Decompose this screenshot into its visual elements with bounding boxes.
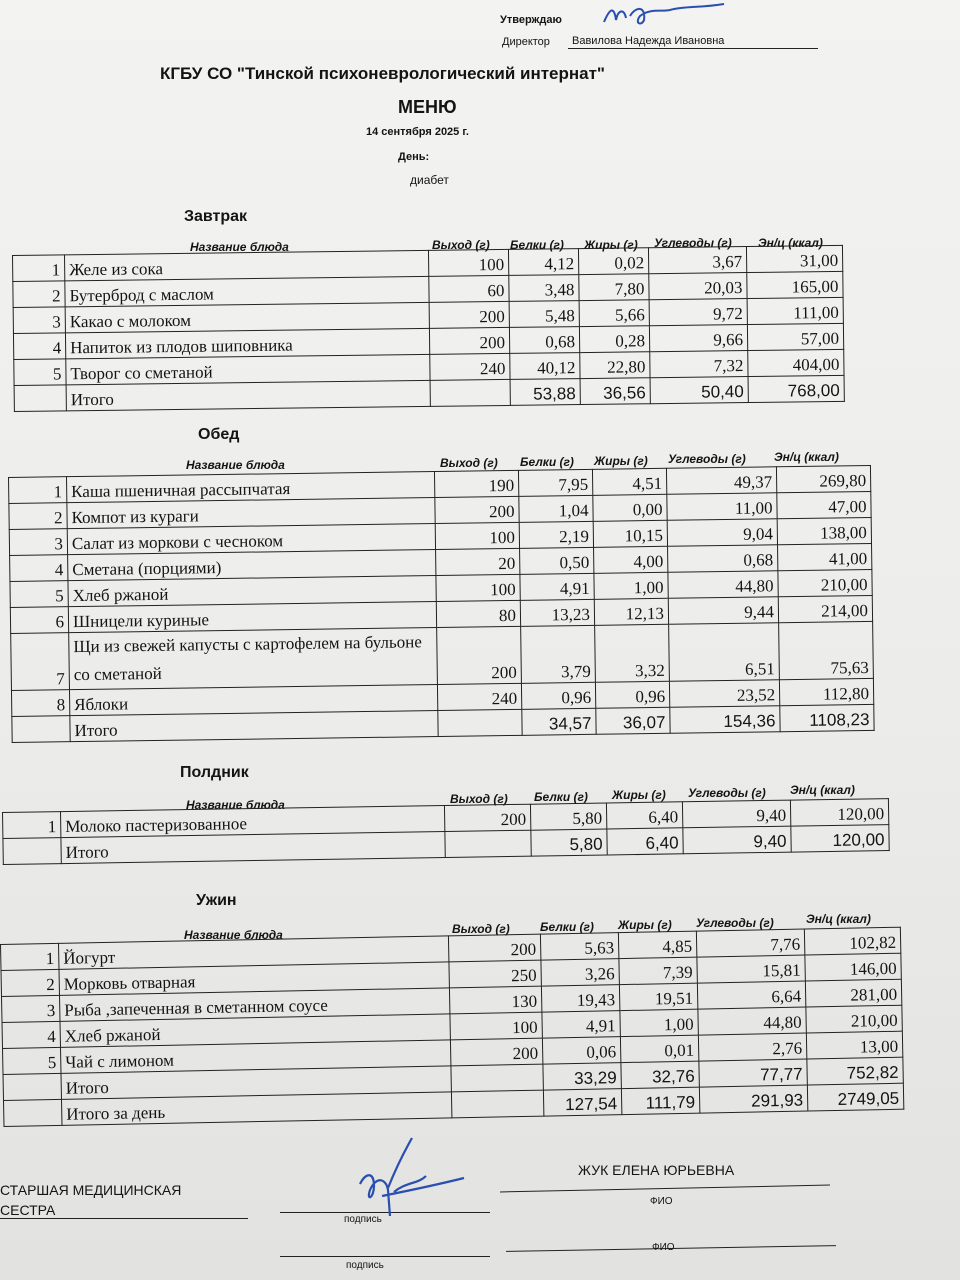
approval-label: Утверждаю xyxy=(500,14,562,26)
director-role: Директор xyxy=(502,36,550,48)
dish-name: Компот из кураги xyxy=(67,498,435,529)
day-label: День: xyxy=(398,151,430,163)
dish-protein: 0,06 xyxy=(542,1037,620,1064)
total-label: Итого xyxy=(61,1066,451,1099)
name-underline xyxy=(500,1185,830,1193)
dish-fat: 7,80 xyxy=(579,274,649,301)
dish-protein: 5,48 xyxy=(509,301,579,328)
col-header-protein: Белки (г) xyxy=(540,920,594,934)
dish-energy: 57,00 xyxy=(747,323,843,350)
dish-yield: 200 xyxy=(435,496,519,523)
dish-fat: 4,00 xyxy=(594,546,668,573)
day-total-energy: 2749,05 xyxy=(807,1083,903,1111)
dish-carbs: 0,68 xyxy=(668,545,778,573)
menu-title: МЕНЮ xyxy=(398,97,457,117)
dish-carbs: 6,51 xyxy=(669,623,780,682)
col-header-energy: Эн/ц (ккал) xyxy=(758,236,823,250)
dish-protein: 0,50 xyxy=(520,547,594,574)
section-title-lunch: Обед xyxy=(198,426,240,443)
row-number: 1 xyxy=(3,812,61,839)
total-fat: 6,40 xyxy=(607,828,683,855)
dish-protein: 3,48 xyxy=(509,275,579,302)
dish-protein: 1,04 xyxy=(519,495,593,522)
dish-name: Йогурт xyxy=(58,936,448,969)
row-number: 3 xyxy=(13,307,65,334)
dish-carbs: 7,76 xyxy=(696,929,804,957)
row-number: 5 xyxy=(10,581,68,608)
dish-fat: 1,00 xyxy=(594,572,668,599)
row-number: 4 xyxy=(10,555,68,582)
dish-name: Хлеб ржаной xyxy=(60,1014,450,1047)
col-header-carbs: Углеводы (г) xyxy=(668,452,746,466)
dish-fat: 0,02 xyxy=(578,248,648,275)
dish-yield: 100 xyxy=(450,1012,542,1040)
total-carbs: 77,77 xyxy=(699,1059,807,1087)
dish-yield: 200 xyxy=(448,934,540,962)
dish-name: Бутерброд с маслом xyxy=(65,276,429,306)
row-number: 5 xyxy=(3,1047,61,1074)
col-header-fat: Жиры (г) xyxy=(584,238,638,252)
dish-energy: 210,00 xyxy=(806,1005,902,1033)
dish-protein: 4,12 xyxy=(508,249,578,276)
dish-protein: 2,19 xyxy=(519,521,593,548)
dish-protein: 7,95 xyxy=(518,469,592,496)
nurse-name: ЖУК ЕЛЕНА ЮРЬЕВНА xyxy=(578,1162,735,1178)
dish-protein: 3,79 xyxy=(521,625,596,683)
dish-protein: 3,26 xyxy=(541,959,619,986)
dish-name: Морковь отварная xyxy=(59,962,449,995)
dish-energy: 102,82 xyxy=(804,927,900,955)
col-header-name: Название блюда xyxy=(186,798,285,812)
total-carbs: 50,40 xyxy=(650,377,748,404)
dish-protein: 13,23 xyxy=(520,599,594,626)
dish-energy: 281,00 xyxy=(805,979,901,1007)
dish-fat: 0,01 xyxy=(620,1035,698,1062)
dish-name: Яблоки xyxy=(69,685,437,716)
col-header-name: Название блюда xyxy=(190,240,289,254)
total-fat: 36,56 xyxy=(580,378,650,405)
signature-caption-2: подпись xyxy=(346,1260,384,1271)
fio-caption-2: ФИО xyxy=(652,1242,675,1253)
dish-protein: 4,91 xyxy=(520,573,594,600)
dish-energy: 120,00 xyxy=(790,799,888,827)
dish-energy: 214,00 xyxy=(778,595,872,622)
dish-fat: 0,96 xyxy=(595,681,669,708)
lunch-table xyxy=(8,465,875,743)
dish-name: Желе из сока xyxy=(65,250,429,280)
dish-yield: 80 xyxy=(436,600,520,627)
section-title-dinner: Ужин xyxy=(196,892,237,909)
dish-fat: 10,15 xyxy=(593,520,667,547)
dish-yield: 130 xyxy=(449,986,541,1014)
day-total-protein: 127,54 xyxy=(543,1089,621,1116)
col-header-name: Название блюда xyxy=(186,458,285,472)
row-number: 1 xyxy=(9,477,67,504)
col-header-protein: Белки (г) xyxy=(520,455,574,469)
col-header-energy: Эн/ц (ккал) xyxy=(806,912,871,926)
col-header-carbs: Углеводы (г) xyxy=(696,916,774,930)
dish-name: Каша пшеничная рассыпчатая xyxy=(67,472,435,503)
dish-carbs: 9,72 xyxy=(649,299,747,326)
nurse-role-line1: СТАРШАЯ МЕДИЦИНСКАЯ xyxy=(0,1182,182,1198)
dish-fat: 6,40 xyxy=(606,802,682,829)
dish-fat: 4,51 xyxy=(592,468,666,495)
dish-name: Творог со сметаной xyxy=(66,354,430,384)
dish-name: Напиток из плодов шиповника xyxy=(65,328,429,358)
dish-protein: 4,91 xyxy=(542,1011,620,1038)
dish-energy: 111,00 xyxy=(747,297,843,324)
dish-carbs: 44,80 xyxy=(698,1007,806,1035)
role-underline xyxy=(0,1218,248,1219)
dish-yield: 20 xyxy=(436,548,520,575)
total-label: Итого xyxy=(70,711,438,742)
total-fat: 32,76 xyxy=(621,1061,699,1088)
dish-energy: 112,80 xyxy=(779,678,873,705)
total-energy: 1108,23 xyxy=(780,704,874,731)
dish-yield: 100 xyxy=(428,249,508,276)
dish-yield: 200 xyxy=(437,626,522,684)
dish-energy: 47,00 xyxy=(777,491,871,518)
col-header-yield: Выход (г) xyxy=(432,238,490,252)
dish-name: Какао с молоком xyxy=(65,302,429,332)
dish-energy: 165,00 xyxy=(747,271,843,298)
dish-energy: 75,63 xyxy=(779,621,874,679)
row-number: 6 xyxy=(10,607,68,634)
dish-yield: 190 xyxy=(434,470,518,497)
fio-caption: ФИО xyxy=(650,1196,673,1207)
organization-title: КГБУ СО "Тинской психоневрологический интернат" xyxy=(160,64,605,83)
dish-carbs: 9,44 xyxy=(668,597,778,625)
col-header-protein: Белки (г) xyxy=(534,790,588,804)
dish-energy: 41,00 xyxy=(778,543,872,570)
col-header-name: Название блюда xyxy=(184,928,283,942)
breakfast-table xyxy=(12,245,845,412)
day-total-label: Итого за день xyxy=(61,1092,451,1125)
director-signature xyxy=(600,2,730,32)
dish-energy: 210,00 xyxy=(778,569,872,596)
nurse-role-line2: СЕСТРА xyxy=(0,1202,56,1218)
snack-table xyxy=(2,798,890,865)
dish-carbs: 9,66 xyxy=(649,325,747,352)
dish-carbs: 2,76 xyxy=(698,1033,806,1061)
col-header-fat: Жиры (г) xyxy=(594,454,648,468)
total-carbs: 154,36 xyxy=(670,706,780,734)
dish-protein: 0,68 xyxy=(509,327,579,354)
col-header-yield: Выход (г) xyxy=(440,456,498,470)
dish-carbs: 49,37 xyxy=(666,467,776,495)
section-title-breakfast: Завтрак xyxy=(184,208,248,225)
row-number: 1 xyxy=(1,943,59,970)
col-header-energy: Эн/ц (ккал) xyxy=(790,783,855,797)
row-number: 1 xyxy=(13,255,65,282)
dish-protein: 40,12 xyxy=(510,353,580,380)
nurse-signature xyxy=(352,1132,472,1222)
total-protein: 34,57 xyxy=(522,708,596,735)
dish-energy: 269,80 xyxy=(776,465,870,492)
dish-fat: 3,32 xyxy=(595,624,670,682)
dish-name: Шницели куриные xyxy=(68,602,436,633)
dish-name: Сметана (порциями) xyxy=(68,550,436,581)
signature-caption: подпись xyxy=(344,1214,382,1225)
dish-fat: 0,00 xyxy=(593,494,667,521)
dish-yield: 200 xyxy=(444,804,530,831)
director-name: Вавилова Надежда Ивановна xyxy=(572,35,725,47)
dinner-table xyxy=(0,927,904,1127)
col-header-yield: Выход (г) xyxy=(452,922,510,936)
dish-yield: 240 xyxy=(430,353,510,380)
dish-name: Молоко пастеризованное xyxy=(61,806,445,838)
dish-fat: 4,85 xyxy=(618,931,696,958)
row-number: 4 xyxy=(2,1021,60,1048)
dish-yield: 250 xyxy=(449,960,541,988)
dish-name: Салат из моркови с чесноком xyxy=(67,524,435,555)
dish-fat: 0,28 xyxy=(579,326,649,353)
dish-carbs: 11,00 xyxy=(667,493,777,521)
dish-carbs: 9,40 xyxy=(682,800,790,828)
dish-protein: 5,63 xyxy=(540,933,618,960)
dish-carbs: 6,64 xyxy=(697,981,805,1009)
col-header-carbs: Углеводы (г) xyxy=(688,786,766,800)
row-number: 3 xyxy=(2,995,60,1022)
dish-carbs: 3,67 xyxy=(648,247,746,274)
col-header-energy: Эн/ц (ккал) xyxy=(774,450,839,464)
dish-energy: 146,00 xyxy=(805,953,901,981)
total-label: Итого xyxy=(66,380,430,410)
dish-carbs: 9,04 xyxy=(667,519,777,547)
section-title-snack: Полдник xyxy=(180,764,249,781)
total-label: Итого xyxy=(61,832,445,864)
row-number: 3 xyxy=(9,529,67,556)
dish-name: Щи из свежей капусты с картофелем на бульоне со сметаной xyxy=(69,628,438,690)
total-protein: 53,88 xyxy=(510,379,580,406)
dish-energy: 13,00 xyxy=(806,1031,902,1059)
signature-underline-2 xyxy=(280,1256,490,1257)
total-protein: 5,80 xyxy=(531,829,607,856)
dish-carbs: 20,03 xyxy=(649,273,747,300)
col-header-fat: Жиры (г) xyxy=(618,918,672,932)
col-header-yield: Выход (г) xyxy=(450,792,508,806)
row-number: 5 xyxy=(14,359,66,386)
dish-fat: 7,39 xyxy=(619,957,697,984)
dish-protein: 19,43 xyxy=(541,985,619,1012)
total-fat: 36,07 xyxy=(596,707,670,734)
col-header-protein: Белки (г) xyxy=(510,238,564,252)
dish-energy: 138,00 xyxy=(777,517,871,544)
dish-energy: 31,00 xyxy=(746,245,842,272)
dish-yield: 100 xyxy=(436,574,520,601)
row-number: 4 xyxy=(13,333,65,360)
col-header-carbs: Углеводы (г) xyxy=(654,236,732,250)
dish-protein: 5,80 xyxy=(530,803,606,830)
dish-fat: 22,80 xyxy=(580,352,650,379)
dish-protein: 0,96 xyxy=(521,682,595,709)
menu-date: 14 сентября 2025 г. xyxy=(366,126,469,138)
total-carbs: 9,40 xyxy=(683,826,791,854)
dish-name: Чай с лимоном xyxy=(60,1040,450,1073)
director-underline xyxy=(568,48,818,49)
total-energy: 768,00 xyxy=(748,375,844,402)
total-energy: 120,00 xyxy=(791,825,889,853)
row-number: 2 xyxy=(1,969,59,996)
total-energy: 752,82 xyxy=(807,1057,903,1085)
dish-carbs: 7,32 xyxy=(650,351,748,378)
row-number: 2 xyxy=(13,281,65,308)
row-number: 7 xyxy=(11,633,70,691)
dish-energy: 404,00 xyxy=(748,349,844,376)
dish-yield: 60 xyxy=(429,275,509,302)
dish-fat: 12,13 xyxy=(594,598,668,625)
day-total-carbs: 291,93 xyxy=(699,1085,807,1113)
dish-yield: 200 xyxy=(450,1038,542,1066)
dish-fat: 1,00 xyxy=(620,1009,698,1036)
day-total-fat: 111,79 xyxy=(621,1087,699,1114)
diet-type: диабет xyxy=(410,173,449,187)
row-number: 8 xyxy=(11,690,69,717)
dish-name: Хлеб ржаной xyxy=(68,576,436,607)
dish-fat: 5,66 xyxy=(579,300,649,327)
dish-yield: 200 xyxy=(429,327,509,354)
row-number: 2 xyxy=(9,503,67,530)
dish-carbs: 23,52 xyxy=(669,680,779,708)
dish-carbs: 44,80 xyxy=(668,571,778,599)
dish-yield: 240 xyxy=(437,683,521,710)
dish-name: Рыба ,запеченная в сметанном соусе xyxy=(59,988,449,1021)
dish-carbs: 15,81 xyxy=(697,955,805,983)
dish-yield: 200 xyxy=(429,301,509,328)
total-protein: 33,29 xyxy=(543,1063,621,1090)
col-header-fat: Жиры (г) xyxy=(612,788,666,802)
dish-yield: 100 xyxy=(435,522,519,549)
dish-fat: 19,51 xyxy=(619,983,697,1010)
